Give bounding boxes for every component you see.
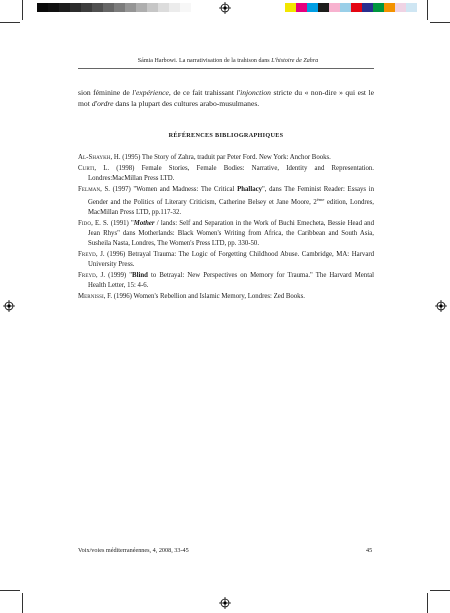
reference-list <box>78 153 374 303</box>
gray-swatch <box>125 3 136 12</box>
color-swatch <box>384 3 395 12</box>
registration-mark-top-icon <box>219 2 231 14</box>
crop-mark-top-right-v <box>427 0 428 20</box>
gray-swatch <box>158 3 169 12</box>
gray-swatch <box>103 3 114 12</box>
color-swatch <box>340 3 351 12</box>
color-swatch <box>307 3 318 12</box>
reference-item: Curti, L. (1998) Female Stories, Female Bodies: Narrative, Identity and Representation. Londres:MacMillan Press LTD. <box>78 165 374 182</box>
color-swatch <box>395 3 406 12</box>
crop-mark-bottom-left-h <box>0 590 20 591</box>
gray-swatch <box>59 3 70 12</box>
gray-swatch <box>70 3 81 12</box>
color-swatch <box>318 3 329 12</box>
gray-swatch <box>37 3 48 12</box>
crop-mark-top-left-v <box>22 0 23 20</box>
header-rule <box>78 68 374 69</box>
body-paragraph: sion féminine de l'expérience, de ce fait trahissant l'injonction stricte du « non-dire » qui est le mot d'ordre dans la plupart des cultures arabo-musulmanes. <box>78 88 374 108</box>
gray-swatch <box>114 3 125 12</box>
journal-citation: Voix/voies méditerranéennes, 4, 2008, 33-45 <box>78 547 189 554</box>
reference-item: Freyd, J. (1999) "Blind to Betrayal: New Perspectives on Memory for Trauma." The Harvard Mental Health Letter, 15: 4-6. <box>78 271 374 289</box>
gray-swatch <box>136 3 147 12</box>
running-head: Sámia Harbowi. La narrativisation de la trahison dans L'histoire de Zahra <box>137 58 319 64</box>
reference-item: Mernissi, F. (1996) Women's Rebellion and Islamic Memory, Londres: Zed Books. <box>78 292 305 300</box>
crop-mark-bottom-right-v <box>427 593 428 613</box>
gray-swatch <box>81 3 92 12</box>
crop-mark-bottom-left-v <box>22 593 23 613</box>
reference-item: Freyd, J. (1996) Betrayal Trauma: The Logic of Forgetting Childhood Abuse. Cambridge, MA: Harvard University Press. <box>78 250 374 268</box>
gray-calibration-bar <box>37 3 191 12</box>
color-swatch <box>406 3 417 12</box>
color-swatch <box>351 3 362 12</box>
color-swatch <box>362 3 373 12</box>
reference-item: Al-Shaykh, H. (1995) The Story of Zahra, traduit par Peter Ford. New York: Anchor Books. <box>78 154 331 161</box>
registration-mark-bottom-icon <box>219 597 231 609</box>
crop-mark-top-right-h <box>430 22 450 23</box>
gray-swatch <box>169 3 180 12</box>
color-swatch <box>285 3 296 12</box>
registration-mark-right-icon <box>435 300 447 312</box>
page-number: 45 <box>366 547 373 554</box>
color-swatch <box>296 3 307 12</box>
crop-mark-top-left-h <box>0 22 20 23</box>
crop-mark-bottom-right-h <box>430 590 450 591</box>
reference-item: Fido, E. S. (1991) "Mother / lands: Self and Separation in the Work of Buchi Emecheta, Bessie Head and Jean Rhys" dans Motherlands: Black Women's Writing from Africa, the Caribbean and South Asia, Susheila Nasta, Londres, The Women's Press LTD, pp. 330-50. <box>78 220 374 247</box>
section-title: RÉFÉRENCES BIBLIOGRAPHIQUES <box>168 132 284 139</box>
gray-swatch <box>48 3 59 12</box>
color-swatch <box>373 3 384 12</box>
registration-mark-left-icon <box>3 300 15 312</box>
gray-swatch <box>180 3 191 12</box>
gray-swatch <box>92 3 103 12</box>
color-calibration-bar <box>285 3 417 12</box>
gray-swatch <box>147 3 158 12</box>
reference-item: Felman, S. (1997) "Women and Madness: The Critical Phallacy", dans The Feminist Reader: Essays in Gender and the Politics of Literary Criticism, Catherine Belsey et Jane Moore, 2ème edition, Londres, MacMillan Press LTD, pp.117-32. <box>78 186 375 216</box>
color-swatch <box>329 3 340 12</box>
